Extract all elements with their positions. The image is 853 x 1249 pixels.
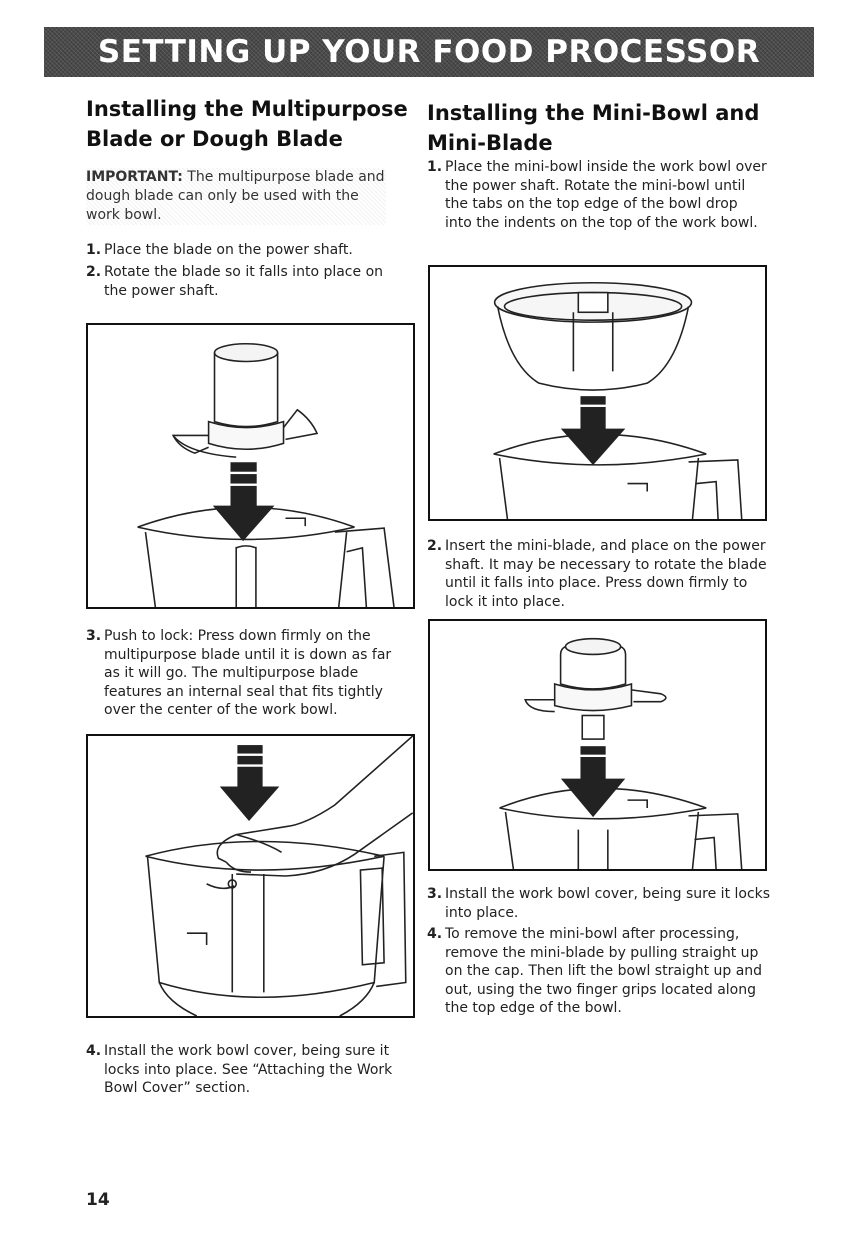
banner-title: SETTING UP YOUR FOOD PROCESSOR	[97, 34, 761, 70]
page-number: 14	[86, 1190, 110, 1210]
right-step-2	[427, 537, 772, 611]
important-label: IMPORTANT:	[86, 169, 183, 185]
step-text: To remove the mini-bowl after processing, remove the mini-blade by pulling straight up on the cap. Then lift the bowl straight up and out, using the two finger grips located along the top edge of the bowl.	[445, 926, 763, 1016]
section-banner	[44, 27, 814, 77]
left-step-3	[86, 627, 406, 720]
figure-mini-blade	[428, 619, 767, 871]
mini-bowl-illustration	[430, 267, 765, 519]
left-step-4	[86, 1042, 406, 1098]
right-step-4	[427, 925, 772, 1018]
step-number: 3.	[86, 628, 102, 644]
left-heading: Installing the Multipurpose Blade or Dough Blade	[86, 97, 408, 151]
step-number: 2.	[86, 264, 102, 280]
right-column	[427, 98, 772, 158]
step-text: Install the work bowl cover, being sure it locks into place. See “Attaching the Work Bowl Cover” section.	[104, 1043, 393, 1096]
left-step-1	[86, 241, 406, 260]
step-number: 2.	[427, 538, 443, 554]
step-number: 4.	[427, 926, 443, 942]
step-text: Rotate the blade so it falls into place on the power shaft.	[104, 264, 384, 299]
step-text: Install the work bowl cover, being sure it locks into place.	[445, 886, 771, 921]
step-number: 3.	[427, 886, 443, 902]
important-note	[86, 168, 386, 225]
step-number: 1.	[86, 242, 102, 258]
left-step-2	[86, 263, 386, 300]
blade-illustration	[88, 325, 413, 607]
mini-blade-illustration	[430, 621, 765, 869]
step-number: 4.	[86, 1043, 102, 1059]
figure-mini-bowl	[428, 265, 767, 521]
push-to-lock-illustration	[88, 736, 413, 1016]
step-text: Place the blade on the power shaft.	[104, 242, 353, 258]
right-step-1	[427, 158, 767, 232]
figure-blade-on-shaft	[86, 323, 415, 609]
step-text: Insert the mini-blade, and place on the power shaft. It may be necessary to rotate the blade until it falls into place. Press down firmly to lock it into place.	[445, 538, 767, 610]
step-text: Place the mini-bowl inside the work bowl over the power shaft. Rotate the mini-bowl until the tabs on the top edge of the bowl drop into the indents on the top of the work bowl.	[445, 159, 767, 231]
right-step-3	[427, 885, 772, 922]
figure-push-to-lock	[86, 734, 415, 1018]
left-column	[86, 94, 418, 154]
step-text: Push to lock: Press down firmly on the multipurpose blade until it is down as far as it will go. The multipurpose blade features an internal seal that fits tightly over the center of the work bowl.	[104, 628, 392, 718]
important-text: The multipurpose blade and dough blade can only be used with the work bowl.	[86, 169, 385, 223]
step-number: 1.	[427, 159, 443, 175]
right-heading: Installing the Mini-Bowl and Mini-Blade	[427, 101, 760, 155]
